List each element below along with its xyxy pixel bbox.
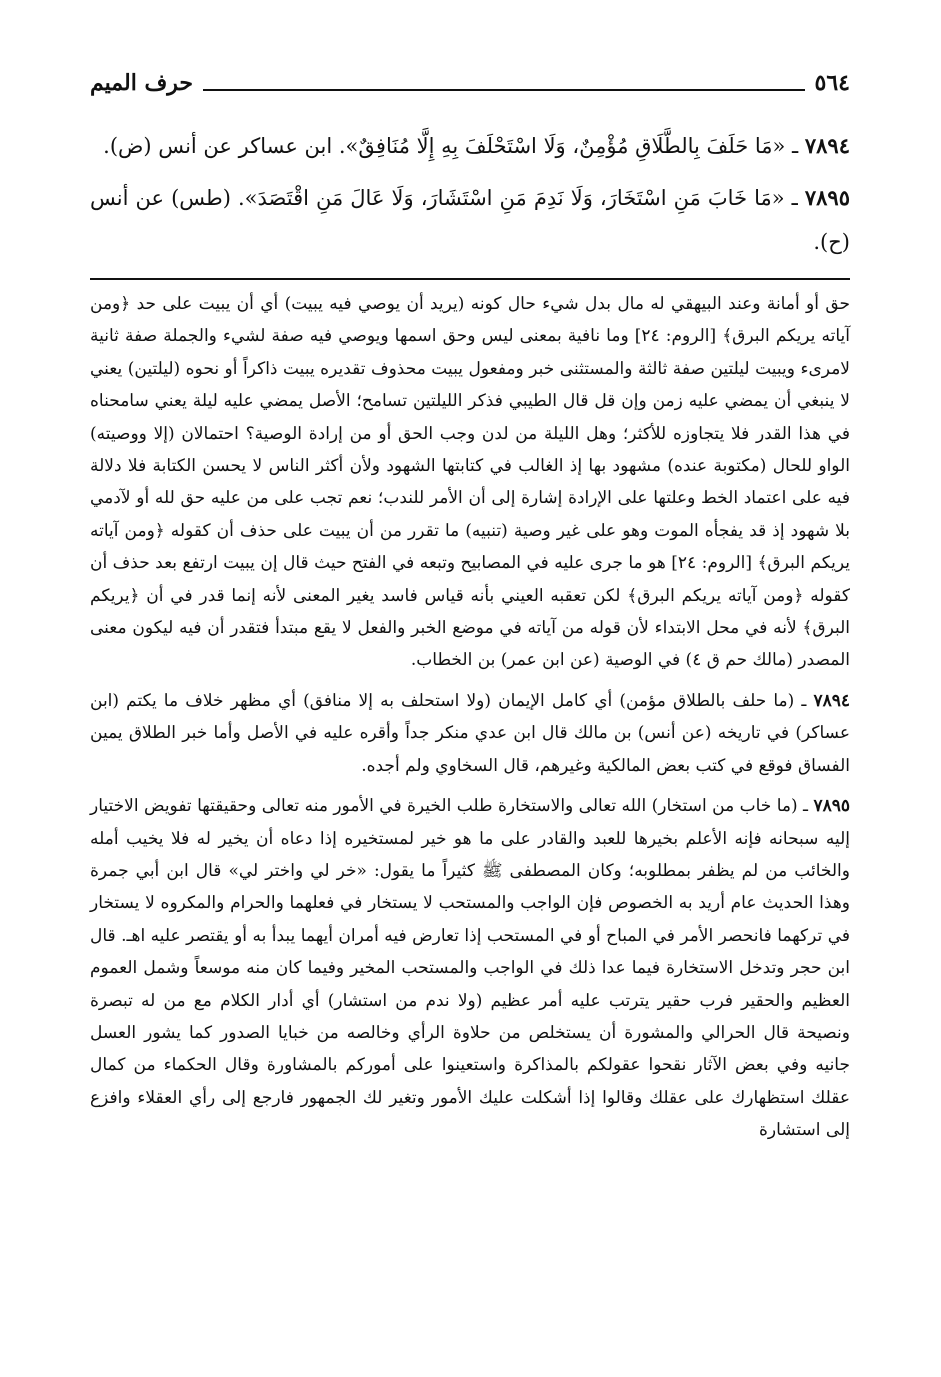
hadith-entry — [90, 176, 850, 264]
commentary-section — [90, 288, 850, 1147]
chapter-title: حرف الميم — [90, 70, 194, 96]
document-page — [90, 62, 850, 1362]
hadith-text: «مَا حَلَفَ بِالطَّلَاقِ مُؤْمِنٌ، وَلَا اسْتَحْلَفَ بِهِ إِلَّا مُنَافِقٌ». ابن عساكر عن أنس (ض). — [103, 134, 786, 158]
commentary-dash: ـ — [797, 796, 809, 817]
footnote-divider — [90, 278, 850, 280]
page-number: ٥٦٤ — [814, 70, 850, 96]
commentary-paragraph — [90, 790, 850, 1146]
commentary-text: حق أو أمانة وعند البيهقي له مال بدل شيء حال كونه (يريد أن يوصي فيه يبيت) أي أن يبيت على حد ﴿ومن آياته يريكم البرق﴾ [الروم: ٢٤] وما نافية بمعنى ليس وحق اسمها ويوصي فيه صفة لشيء والجملة صفة ثانية لامرىء ويبيت ليلتين صفة ثالثة والمستثنى خبر ومفعول يبيت محذوف تقديره يبيت ذاكراً أو نحوه (ليلتين) يعني لا ينبغي أن يمضي عليه زمن وإن قل قال الطيبي فذكر الليلتين تسامح؛ الأصل يمضي عليه ليلة يعني سامحناه في هذا القدر فلا يتجاوزه للأكثر؛ وهل الليلة من لدن وجب الحق أو من إرادة الوصية؟ احتمالان (إلا ووصيته) الواو للحال (مكتوبة عنده) مشهود بها إذ الغالب في كتابتها الشهود ولأن أكثر الناس لا يحسن الكتابة فلا دلالة فيه على اعتماد الخط وعلتها على الإرادة إشارة إلى أن الأمر للندب؛ نعم تجب على من عليه حق لله أو لآدمي بلا شهود إذ قد يفجأه الموت وهو على غير وصية (تنبيه) ما تقرر من أن يبيت على حذف أن كقوله ﴿ومن آياته يريكم البرق﴾ [الروم: ٢٤] هو ما جرى عليه في المصابيح وتبعه في الفتح حيث قال إن يبيت ارتفع بعد حذف أن كقوله ﴿ومن آياته يريكم البرق﴾ لكن تعقبه العيني بأنه قياس فاسد يغير المعنى لأنه إنما قدر في أن ﴿يريكم البرق﴾ لأنه في محل الابتداء لأن قوله من آياته في موضع الخبر والفعل لا يقع مبتدأ فتقدر أن فيه ليكون معنى المصدر (مالك حم ق ٤) في الوصية (عن ابن عمر) بن الخطاب. — [90, 294, 851, 671]
header-rule — [203, 89, 805, 91]
commentary-text: (ما خاب من استخار) الله تعالى والاستخارة طلب الخيرة في الأمور منه تعالى وحقيقتها تفويض الاختيار إليه سبحانه فإنه الأعلم بخيرها للعبد والقادر على ما هو خير لمستخيره إذا دعاه أن يخير له فلا يخيب أمله والخائب من لم يظفر بمطلوبه؛ وكان المصطفى ﷺ كثيراً ما يقول: «خر لي واختر لي» قال ابن أبي جمرة وهذا الحديث عام أريد به الخصوص فإن الواجب والمستحب لا يستخار في فعلهما والحرام والمكروه لا يستخار في تركهما فانحصر الأمر في المباح أو في المستحب إذا تعارض فيه أمران أيهما يبدأ به أو يقتصر عليه اهـ. قال ابن حجر وتدخل الاستخارة فيما عدا ذلك في الواجب والمستحب المخير وفيما كان منه موسعاً وشمل العموم العظيم والحقير فرب حقير يترتب عليه أمر عظيم (ولا ندم من استشار) أي أدار الكلام مع من له تبصرة ونصيحة قال الحرالي والمشورة أن يستخلص من حلاوة الرأي وخالصه من خبايا الصدور كما يشور العسل جانيه وفي بعض الآثار نقحوا عقولكم بالمذاكرة واستعينوا على أموركم بالمشاورة وقال الحكماء من كمال عقلك استظهارك على عقلك وقالوا إذا أشكلت عليك الأمور وتغير لك الجمهور فارجع إلى رأي العقلاء وافزع إلى استشارة — [90, 796, 850, 1141]
hadith-number: ٧٨٩٥ — [804, 185, 850, 210]
hadith-dash: ـ — [785, 134, 799, 158]
hadith-section — [90, 124, 850, 264]
commentary-paragraph — [90, 288, 850, 677]
hadith-entry — [90, 124, 850, 168]
hadith-text: «مَا خَابَ مَنِ اسْتَخَارَ، وَلَا نَدِمَ مَنِ اسْتَشَارَ، وَلَا عَالَ مَنِ اقْتَصَدَ». (طس) عن أنس (ح). — [90, 186, 850, 254]
commentary-number: ٧٨٩٥ — [813, 796, 850, 817]
commentary-paragraph — [90, 685, 850, 782]
commentary-number: ٧٨٩٤ — [813, 690, 850, 711]
commentary-dash: ـ — [794, 690, 807, 711]
commentary-text: (ما حلف بالطلاق مؤمن) أي كامل الإيمان (ولا استحلف به إلا منافق) أي مظهر خلاف ما يكتم (ابن عساكر) في تاريخه (عن أنس) بن مالك قال ابن عدي منكر جداً وأقره عليه في الأصل وأما خبر الطلاق يمين الفساق فوقع في كتب بعض المالكية وغيرهم، قال السخاوي ولم أجده. — [90, 690, 850, 776]
hadith-number: ٧٨٩٤ — [804, 133, 850, 158]
page-header — [90, 62, 850, 98]
hadith-dash: ـ — [784, 186, 798, 210]
